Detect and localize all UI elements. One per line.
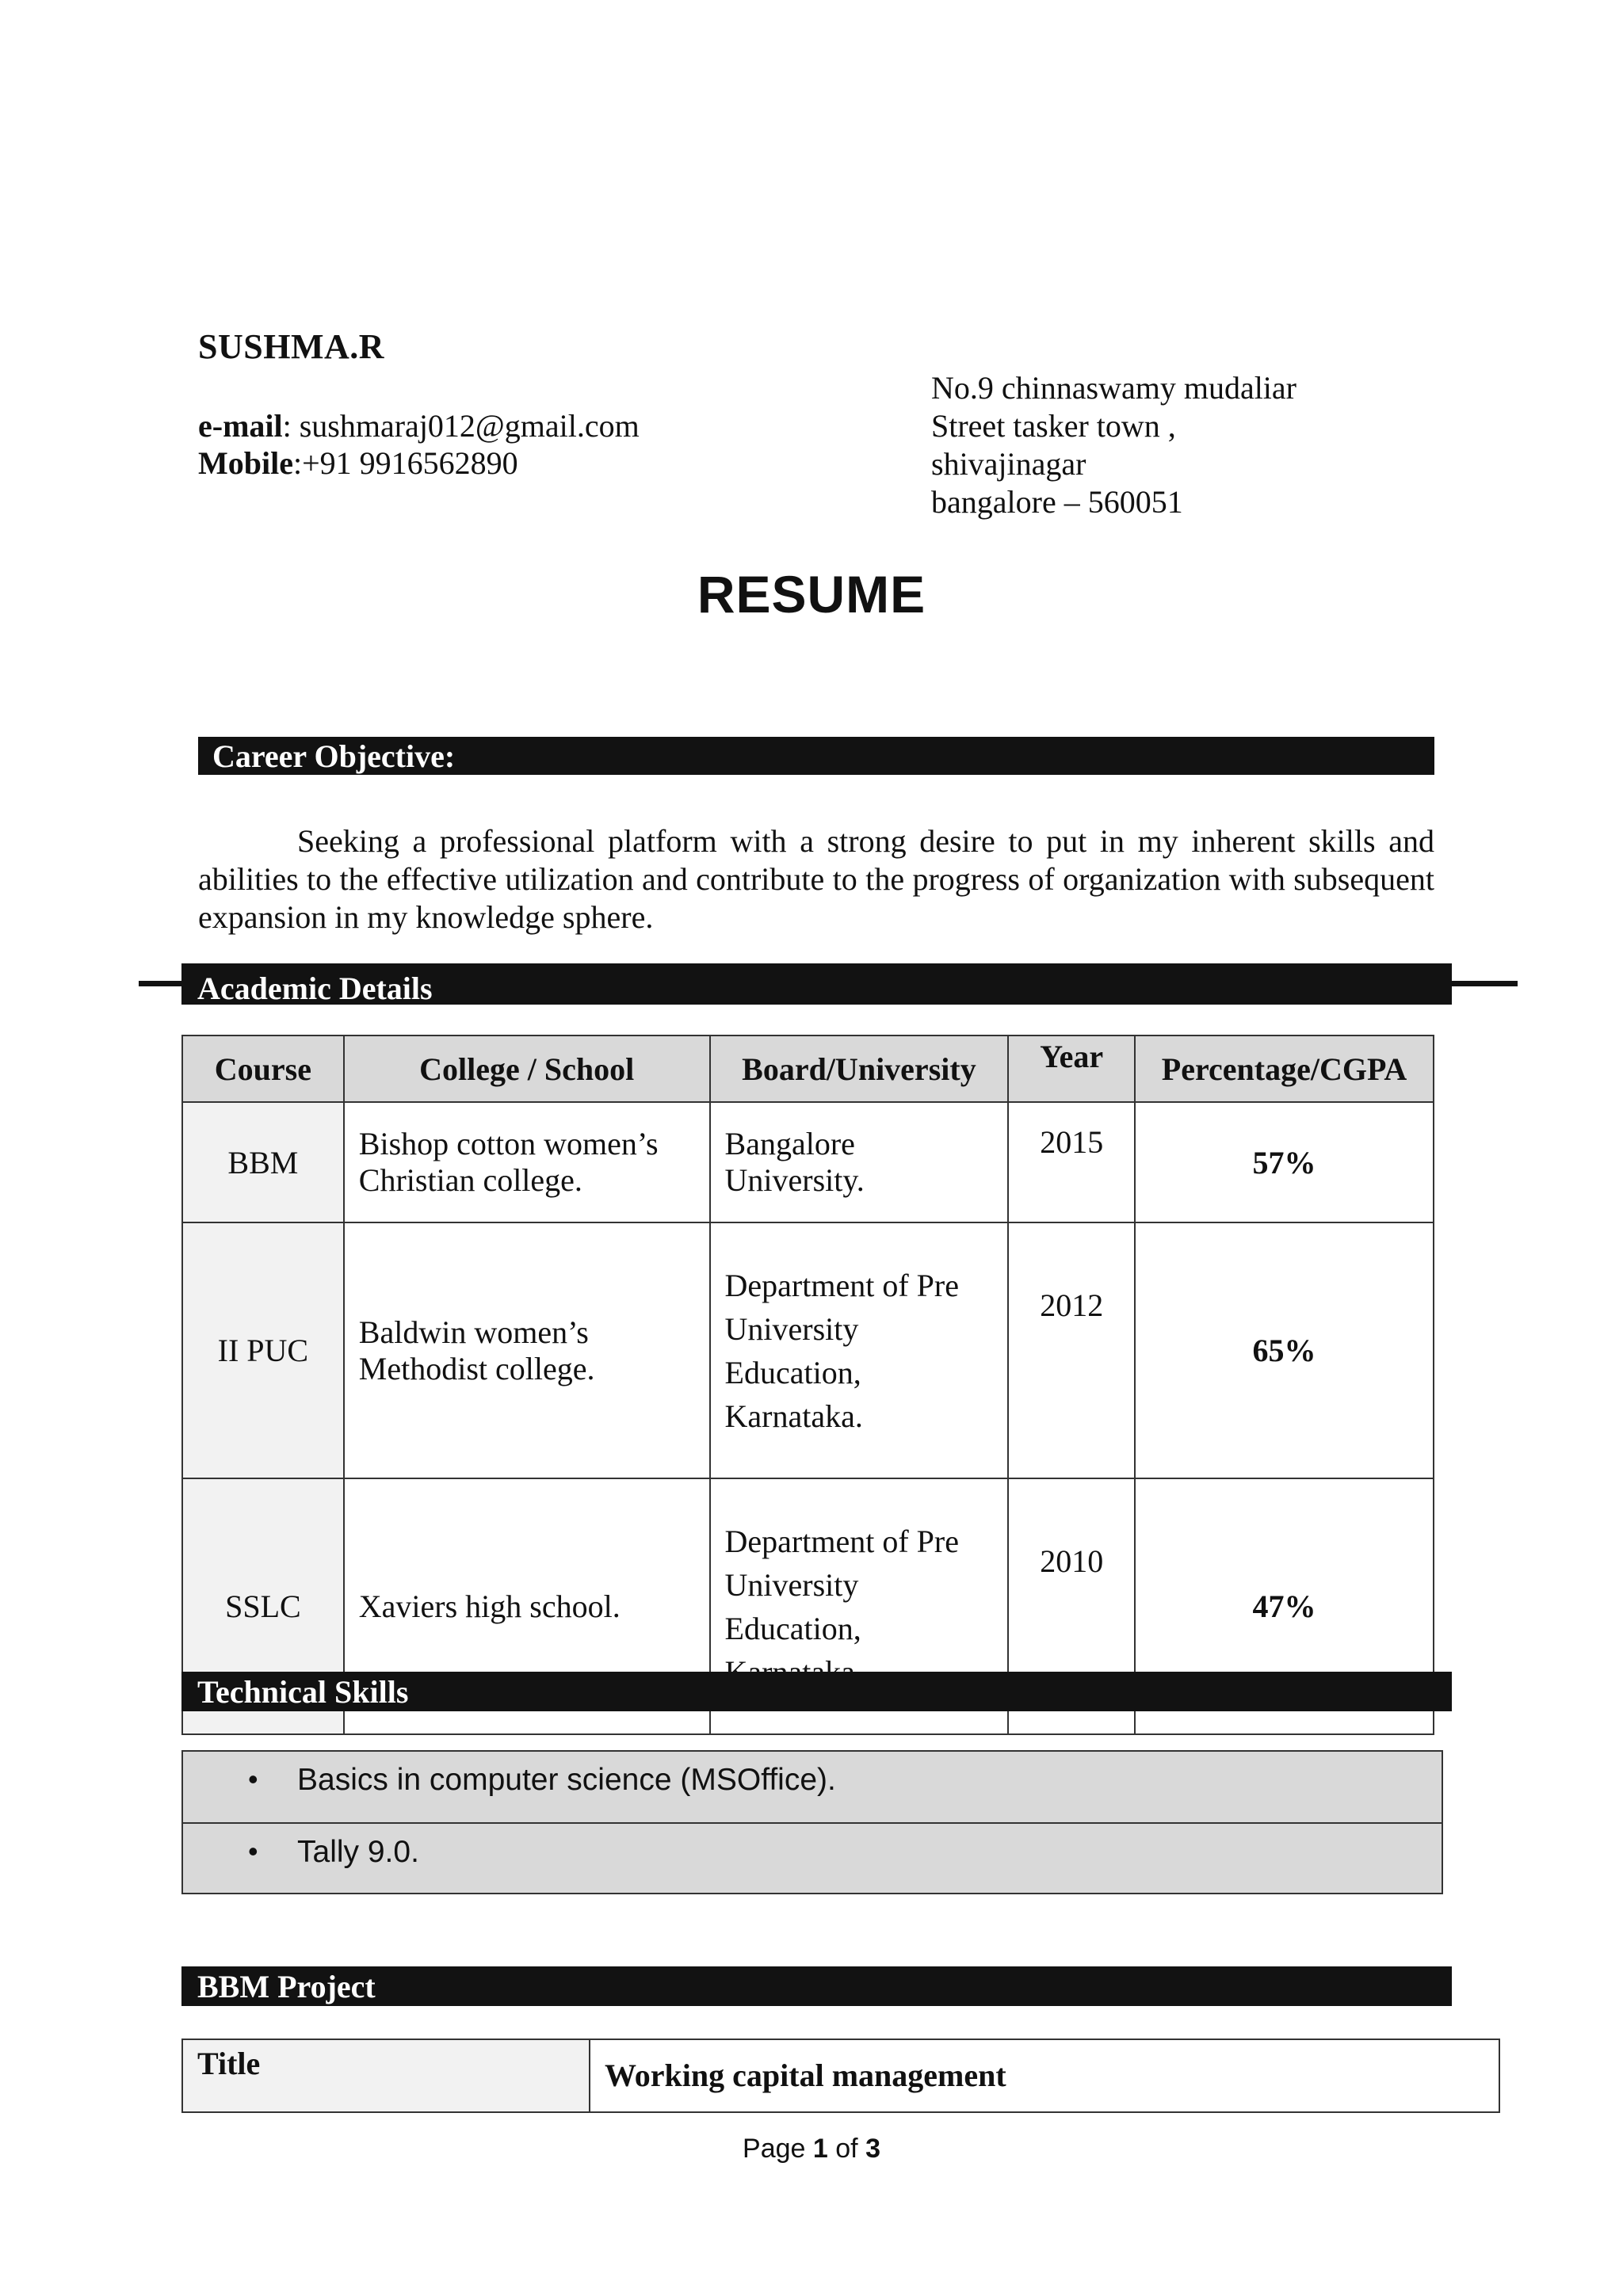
- address-line: No.9 chinnaswamy mudaliar: [931, 370, 1296, 406]
- bullet-icon: •: [248, 1763, 258, 1795]
- column-header-course: Course: [182, 1035, 344, 1102]
- table-header-row: [182, 1035, 1434, 1102]
- career-objective-heading: Career Objective:: [198, 737, 1434, 775]
- project-title-label: Title: [182, 2039, 590, 2112]
- table-row: [182, 1102, 1434, 1222]
- mobile-line: [198, 444, 518, 482]
- page-word: Page: [743, 2134, 806, 2164]
- skill-text: Tally 9.0.: [297, 1835, 419, 1869]
- page-number: [0, 2134, 1623, 2164]
- bbm-project-heading: BBM Project: [181, 1966, 1452, 2006]
- technical-skills-heading: Technical Skills: [181, 1672, 1452, 1711]
- total-pages: 3: [865, 2134, 880, 2164]
- column-header-percentage: Percentage/CGPA: [1135, 1035, 1434, 1102]
- skills-list: [181, 1750, 1443, 1894]
- course-cell: II PUC: [182, 1222, 344, 1478]
- skill-text: Basics in computer science (MSOffice).: [297, 1763, 836, 1797]
- mobile-label: Mobile: [198, 445, 293, 481]
- address-line: shivajinagar: [931, 446, 1086, 482]
- address-block: [931, 369, 1296, 521]
- project-title-value: Working capital management: [590, 2039, 1499, 2112]
- mobile-value: :+91 9916562890: [292, 445, 518, 481]
- bullet-icon: •: [248, 1835, 258, 1867]
- column-header-year: Year: [1008, 1035, 1135, 1102]
- board-cell: Department of Pre University Education,: [710, 1478, 1009, 1734]
- email-line: [198, 407, 640, 445]
- academic-details-heading: [181, 963, 1452, 1005]
- career-objective-text: Seeking a professional platform with a strong desire to put in my inherent skills and abilities to the effective utilization and contribute to the progress of organization with subsequent expansion in my knowledge sphere.: [198, 823, 1434, 935]
- column-header-board: Board/University: [710, 1035, 1009, 1102]
- course-cell: SSLC: [182, 1478, 344, 1734]
- board-cell: Bangalore University.: [710, 1102, 1009, 1222]
- percentage-cell: 65%: [1135, 1222, 1434, 1478]
- year-cell: 2010: [1008, 1478, 1135, 1734]
- academic-details-heading-text: Academic Details: [197, 971, 433, 1005]
- percentage-cell: 57%: [1135, 1102, 1434, 1222]
- percentage-cell: 47%: [1135, 1478, 1434, 1734]
- college-cell: Bishop cotton women’s Christian college.: [344, 1102, 710, 1222]
- address-line: Street tasker town ,: [931, 408, 1176, 444]
- email-value: : sushmaraj012@gmail.com: [282, 408, 640, 444]
- current-page: 1: [812, 2134, 828, 2164]
- year-cell: 2012: [1008, 1222, 1135, 1478]
- college-cell: Baldwin women’s Methodist college.: [344, 1222, 710, 1478]
- list-item: [183, 1752, 1442, 1822]
- candidate-name: SUSHMA.R: [198, 327, 385, 366]
- table-row: [182, 1222, 1434, 1478]
- document-title: RESUME: [697, 565, 926, 624]
- table-row: [182, 2039, 1499, 2112]
- address-line: bangalore – 560051: [931, 484, 1183, 520]
- college-cell: Xaviers high school.: [344, 1478, 710, 1734]
- project-table: [181, 2039, 1500, 2113]
- of-word: of: [835, 2134, 858, 2164]
- course-cell: BBM: [182, 1102, 344, 1222]
- email-label: e-mail: [198, 408, 283, 444]
- board-cell: Department of Pre University Education, Karnataka.: [710, 1222, 1009, 1478]
- year-cell: 2015: [1008, 1102, 1135, 1222]
- list-item: [183, 1822, 1442, 1893]
- column-header-college: College / School: [344, 1035, 710, 1102]
- academic-table: [181, 1035, 1434, 1735]
